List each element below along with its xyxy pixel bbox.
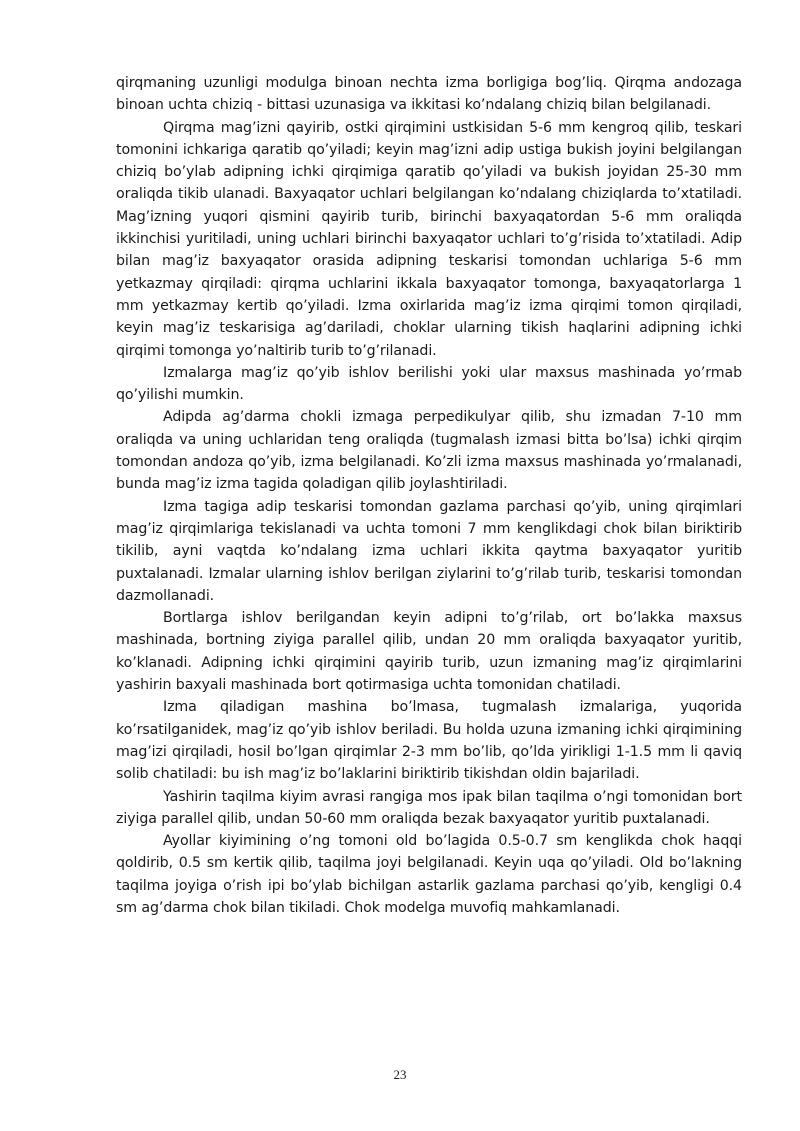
- paragraph: Yashirin taqilma kiyim avrasi rangiga mos ipak bilan taqilma o’ngi tomonidan bort ziyiga parallel qilib, undan 50-60 mm oraliqda bezak baxyaqator yuritib puxtalanadi.: [116, 788, 742, 827]
- paragraph: Izmalarga mag’iz qo’yib ishlov berilishi yoki ular maxsus mashinada yo’rmab qo’yilishi mumkin.: [116, 364, 742, 404]
- paragraph: Bortlarga ishlov berilgandan keyin adipni to’g’rilab, ort bo’lakka maxsus mashinada, bortning ziyiga parallel qilib, undan 20 mm oraliqda baxyaqator yuritib, ko’klanadi. Adipning ichki qirqimini qayirib turib, uzun izmaning mag’iz qirqimlarini yashirin baxyali mashinada bort qotirmasiga uchta tomonidan chatiladi.: [116, 610, 742, 694]
- paragraph: Adipda ag’darma chokli izmaga perpedikulyar qilib, shu izmadan 7-10 mm oraliqda va uning uchlaridan teng oraliqda (tugmalash izmasi bitta bo’lsa) ichki qirqim tomondan andoza qo’yib, izma belgilanadi. Ko’zli izma maxsus mashinada yo’rmalanadi, bunda mag’iz izma tagida qoladigan qilib joylashtiriladi.: [116, 409, 742, 493]
- paragraph: Izma qiladigan mashina bo’lmasa, tugmalash izmalariga, yuqorida ko’rsatilganidek, mag’iz qo’yib ishlov beriladi. Bu holda uzuna izmaning ichki qirqimining mag’izi qirqiladi, hosil bo’lgan qirqimlar 2-3 mm bo’lib, qo’lda yirikligi 1-1.5 mm li qaviq solib chatiladi: bu ish mag’iz bo’laklarini biriktirib tikishdan oldin bajariladi.: [116, 699, 742, 783]
- paragraph: Ayollar kiyimining o’ng tomoni old bo’lagida 0.5-0.7 sm kenglikda chok haqqi qoldirib, 0.5 sm kertik qilib, taqilma joyi belgilanadi. Keyin uqa qo’yiladi. Old bo’lakning taqilma joyiga o’rish ipi bo’ylab bichilgan astarlik gazlama parchasi qo’yib, kengligi 0.4 sm ag’darma chok bilan tikiladi. Chok modelga muvofiq mahkamlanadi.: [116, 833, 742, 916]
- page-body: [116, 72, 742, 919]
- page-number: 23: [393, 1067, 407, 1082]
- paragraph: Qirqma mag’izni qayirib, ostki qirqimini ustkisidan 5-6 mm kengroq qilib, teskari tomonini ichkariga qaratib qo’yiladi; keyin mag’izni adip ustiga bukish joyini belgilangan chiziq bo’ylab adipning ichki qirqimiga qaratib qo’yiladi va bukish joyidan 25-30 mm oraliqda tikib ulanadi. Baxyaqator uchlari belgilangan ko’ndalang chiziqlarda to’xtatiladi. Mag’izning yuqori qismini qayirib turib, birinchi baxyaqatordan 5-6 mm oraliqda ikkinchisi yuritiladi, uning uchlari birinchi baxyaqator uchlari to’g’risida to’xtatiladi. Adip bilan mag’iz baxyaqator orasida adipning teskarisi tomondan uchlariga 5-6 mm yetkazmay qirqiladi: qirqma uchlarini ikkala baxyaqator tomonga, baxyaqatorlarga 1 mm yetkazmay kertib qo’yiladi. Izma oxirlarida mag’iz izma qirqimi tomon qirqiladi, keyin mag’iz teskarisiga ag’dariladi, choklar ularning tikish haqlarini adipning ichki qirqimi tomonga yo’naltirib turib to’g’rilanadi.: [116, 119, 742, 359]
- paragraph-continued: qirqmaning uzunligi modulga binoan nechta izma borligiga bog’liq. Qirqma andozaga binoan uchta chiziq - bittasi uzunasiga va ikkitasi ko’ndalang chiziq bilan belgilanadi.: [116, 75, 742, 114]
- paragraph: Izma tagiga adip teskarisi tomondan gazlama parchasi qo’yib, uning qirqimlari mag’iz qirqimlariga tekislanadi va uchta tomoni 7 mm kenglikdagi chok bilan biriktirib tikilib, ayni vaqtda ko’ndalang izma uchlari ikkita qaytma baxyaqator yuritib puxtalanadi. Izmalar ularning ishlov berilgan ziylarini to’g’rilab turib, teskarisi tomondan dazmollanadi.: [116, 498, 742, 604]
